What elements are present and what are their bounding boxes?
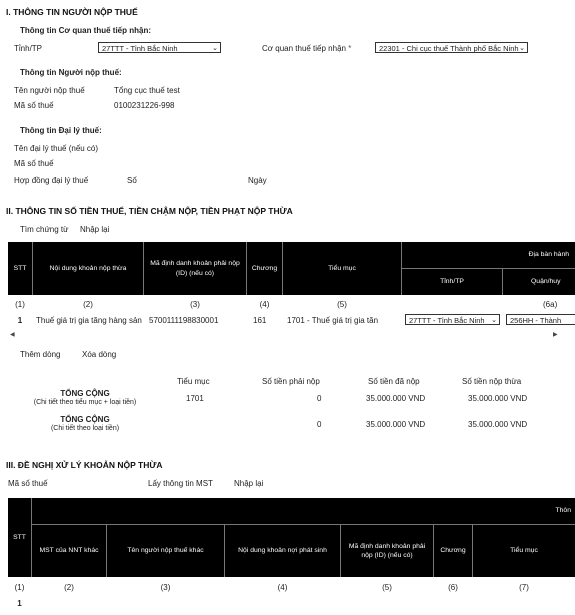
col-number: (5) bbox=[382, 583, 392, 592]
col-info-group: Thôn bbox=[555, 507, 571, 515]
summary-header-payable: Số tiền phải nộp bbox=[262, 377, 320, 386]
col-content: Nội dung khoản nộp thừa bbox=[49, 264, 127, 272]
col-number: (5) bbox=[337, 300, 347, 309]
col-number: (2) bbox=[64, 583, 74, 592]
contract-date-label: Ngày bbox=[248, 176, 267, 185]
agent-tax-code-label: Mã số thuế bbox=[14, 159, 54, 168]
reenter-button[interactable]: Nhập lại bbox=[80, 225, 110, 234]
row-subsection[interactable]: 1701 - Thuế giá trị gia tăn bbox=[287, 316, 379, 325]
summary-header-subsection: Tiểu mục bbox=[177, 377, 210, 386]
col-mst: MST của NNT khác bbox=[39, 547, 99, 555]
add-row-button[interactable]: Thêm dòng bbox=[20, 350, 61, 359]
section3-tax-code-label: Mã số thuế bbox=[8, 479, 48, 488]
section3-reenter-button[interactable]: Nhập lại bbox=[234, 479, 264, 488]
col-stt: STT bbox=[13, 264, 27, 272]
summary-header-overpaid: Số tiền nộp thừa bbox=[462, 377, 522, 386]
tax-code-value: 0100231226-998 bbox=[114, 101, 175, 110]
col-number: (1) bbox=[14, 583, 25, 592]
total2-subtitle: (Chi tiết theo loại tiền) bbox=[50, 425, 120, 432]
col-number: (1) bbox=[15, 300, 25, 309]
total2-overpaid: 35.000.000 VND bbox=[468, 420, 528, 429]
col-number: (2) bbox=[83, 300, 93, 309]
col-stt: STT bbox=[13, 533, 26, 541]
agency-label: Cơ quan thuế tiếp nhận * bbox=[262, 44, 352, 53]
agent-info-heading: Thông tin Đại lý thuế: bbox=[20, 126, 102, 135]
agency-info-heading: Thông tin Cơ quan thuế tiếp nhận: bbox=[20, 26, 151, 35]
scroll-right-icon[interactable]: ▶ bbox=[553, 332, 558, 338]
total1-overpaid: 35.000.000 VND bbox=[468, 394, 528, 403]
col-chapter: Chương bbox=[251, 264, 278, 272]
col-province: Tỉnh/TP bbox=[440, 278, 464, 286]
col-chapter: Chương bbox=[440, 547, 466, 555]
col-id: Mã định danh khoản phải nộp (ID) (nếu có) bbox=[150, 260, 240, 277]
row-province-select[interactable]: 27TTT - Tỉnh Bắc Ninh ⌄ bbox=[405, 314, 500, 325]
col-district: Quận/huy bbox=[531, 278, 561, 286]
col-name: Tên người nộp thuế khác bbox=[127, 547, 204, 555]
agent-name-label: Tên đại lý thuế (nếu có) bbox=[14, 144, 99, 153]
summary-header-paid: Số tiền đã nộp bbox=[368, 377, 420, 386]
chevron-down-icon: ⌄ bbox=[491, 317, 497, 324]
col-content: Nội dung khoản nợi phát sinh bbox=[238, 547, 327, 555]
total1-paid: 35.000.000 VND bbox=[366, 394, 426, 403]
tax-code-label: Mã số thuế bbox=[14, 101, 54, 110]
taxpayer-name-value: Tổng cục thuế test bbox=[114, 86, 180, 95]
delete-row-button[interactable]: Xóa dòng bbox=[82, 350, 117, 359]
row-content[interactable]: Thuế giá trị gia tăng hàng sản bbox=[36, 316, 142, 325]
find-voucher-button[interactable]: Tìm chứng từ bbox=[20, 225, 69, 234]
total2-payable: 0 bbox=[317, 420, 322, 429]
agency-select[interactable]: 22301 - Chi cục thuế Thành phố Bắc Ninh ⌄ bbox=[375, 42, 528, 53]
row-stt: 1 bbox=[17, 316, 23, 325]
col-subsection: Tiểu mục bbox=[328, 264, 356, 272]
col-location: Địa bàn hành bbox=[528, 251, 569, 259]
taxpayer-name-label: Tên người nộp thuế bbox=[14, 86, 85, 95]
total1-subtitle: (Chi tiết theo tiểu mục + loại tiền) bbox=[33, 399, 137, 406]
col-number: (7) bbox=[519, 583, 529, 592]
taxpayer-info-heading: Thông tin Người nộp thuế: bbox=[20, 68, 122, 77]
section1-heading: I. THÔNG TIN NGƯỜI NỘP THUẾ bbox=[6, 7, 138, 17]
row-chapter[interactable]: 161 bbox=[253, 316, 267, 325]
col-number: (3) bbox=[190, 300, 200, 309]
col-number: (3) bbox=[160, 583, 171, 592]
col-subsection: Tiểu mục bbox=[510, 547, 538, 555]
contract-number-label: Số bbox=[127, 176, 137, 185]
col-number: (4) bbox=[277, 583, 288, 592]
agent-contract-label: Hợp đồng đại lý thuế bbox=[14, 176, 89, 185]
row-district-select[interactable]: 256HH - Thành bbox=[506, 314, 575, 325]
get-mst-button[interactable]: Lấy thông tin MST bbox=[148, 479, 213, 488]
col-id: Mã định danh khoản phải nộp (ID) (nếu có) bbox=[348, 542, 426, 559]
province-select[interactable]: 27TTT - Tỉnh Bắc Ninh ⌄ bbox=[98, 42, 221, 53]
col-number: (6) bbox=[448, 583, 458, 592]
total2-title: TỔNG CỘNG bbox=[60, 415, 110, 424]
chevron-down-icon: ⌄ bbox=[519, 45, 525, 52]
section2-heading: II. THÔNG TIN SỐ TIỀN THUẾ, TIỀN CHẬM NỘP, TIỀN PHẠT NỘP THỪA bbox=[6, 206, 293, 216]
scroll-left-icon[interactable]: ◀ bbox=[10, 332, 15, 338]
total1-subsection: 1701 bbox=[186, 394, 204, 403]
total2-paid: 35.000.000 VND bbox=[366, 420, 426, 429]
total1-payable: 0 bbox=[317, 394, 322, 403]
section3-heading: III. ĐỀ NGHỊ XỬ LÝ KHOẢN NỘP THỪA bbox=[6, 460, 163, 470]
row-id[interactable]: 5700111198830001 bbox=[149, 316, 219, 325]
section3-row-stt: 1 bbox=[17, 599, 22, 608]
province-label: Tỉnh/TP bbox=[14, 44, 43, 53]
col-number: (6a) bbox=[543, 300, 558, 309]
total1-title: TỔNG CỘNG bbox=[60, 389, 110, 398]
col-number: (4) bbox=[259, 300, 270, 309]
chevron-down-icon: ⌄ bbox=[212, 45, 218, 52]
